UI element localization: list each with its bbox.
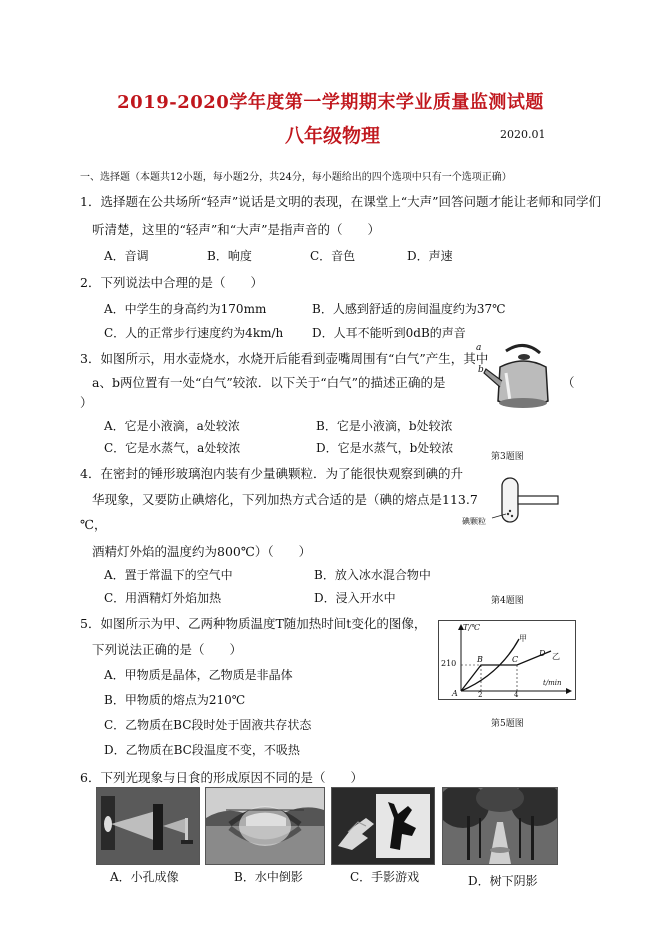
iodine-bulb-figure (462, 474, 562, 532)
q1-option-b: B．响度 (207, 249, 252, 263)
q6-option-a: A．小孔成像 (110, 870, 179, 884)
q2-stem: 2．下列说法中合理的是（ ） (80, 275, 263, 290)
q3-figure-caption: 第3题图 (491, 452, 524, 462)
q4-option-b: B．放入冰水混合物中 (314, 568, 431, 582)
kettle-label-a: a (476, 343, 482, 353)
q1-stem-line1: 1．选择题在公共场所“轻声”说话是文明的表现，在课堂上“大声”回答问题才能让老师和同学们 (80, 194, 602, 209)
q3-option-b: B．它是小液滴，b处较浓 (316, 419, 453, 433)
q4-option-d: D．浸入开水中 (314, 591, 396, 605)
q5-option-c: C．乙物质在BC段时处于固液共存状态 (104, 718, 312, 732)
q6-stem: 6．下列光现象与日食的形成原因不同的是（ ） (80, 770, 363, 785)
q2-option-d: D．人耳不能听到0dB的声音 (312, 326, 466, 340)
graph-y-label: T/℃ (463, 623, 480, 632)
q3-option-d: D．它是水蒸气，b处较浓 (316, 441, 454, 455)
q4-figure-caption: 第4题图 (491, 596, 524, 606)
graph-x-tick-2: 2 (478, 691, 483, 699)
q5-stem-line1: 5．如图所示为甲、乙两种物质温度T随加热时间t变化的图像， (80, 616, 427, 631)
tree-shadow-photo (442, 787, 558, 865)
q3-option-c: C．它是水蒸气，a处较浓 (104, 441, 241, 455)
q5-option-a: A．甲物质是晶体，乙物质是非晶体 (104, 668, 293, 682)
graph-point-a: A (452, 689, 458, 698)
pinhole-camera-photo (96, 787, 200, 865)
q2-option-c: C．人的正常步行速度约为4km/h (104, 326, 284, 340)
q6-option-d: D．树下阴影 (468, 874, 538, 888)
hand-shadow-photo (331, 787, 435, 865)
q3-paren-close: ） (80, 395, 93, 410)
q4-option-a: A．置于常温下的空气中 (104, 568, 233, 582)
graph-series-jia: 甲 (519, 634, 527, 643)
graph-x-label: t/min (543, 679, 562, 687)
q3-stem-line2: a、b两位置有一处“白气”较浓．以下关于“白气”的描述正确的是 (92, 375, 446, 390)
exam-date: 2020.01 (500, 128, 546, 141)
q5-figure-caption: 第5题图 (491, 719, 524, 729)
temperature-time-graph (438, 620, 576, 700)
q4-option-c: C．用酒精灯外焰加热 (104, 591, 222, 605)
kettle-figure (476, 343, 552, 413)
exam-title: 2019-2020学年度第一学期期末学业质量监测试题 (117, 92, 544, 113)
q6-option-c: C．手影游戏 (350, 870, 420, 884)
q4-stem-line4: 酒精灯外焰的温度约为800℃）（ ） (92, 544, 312, 559)
q4-stem-line2: 华现象，又要防止碘熔化，下列加热方式合适的是（碘的熔点是113.7 (92, 492, 478, 507)
q2-option-b: B．人感到舒适的房间温度约为37℃ (312, 302, 506, 316)
bridge-reflection-photo (205, 787, 325, 865)
q3-paren-open: （ (562, 375, 575, 390)
q3-option-a: A．它是小液滴，a处较浓 (104, 419, 240, 433)
graph-point-c: C (512, 655, 519, 664)
graph-point-d: D (539, 649, 546, 658)
graph-point-b: B (477, 655, 483, 664)
q5-option-b: B．甲物质的熔点为210℃ (104, 693, 246, 707)
graph-series-yi: 乙 (552, 652, 560, 661)
q3-stem-line1: 3．如图所示，用水壶烧水，水烧开后能看到壶嘴周围有“白气”产生，其中 (80, 351, 489, 366)
q1-option-a: A．音调 (104, 249, 149, 263)
q6-option-b: B．水中倒影 (234, 870, 303, 884)
exam-subtitle: 八年级物理 (285, 125, 381, 147)
iodine-label: 碘颗粒 (462, 517, 486, 526)
section-heading: 一、选择题（本题共12小题，每小题2分，共24分，每小题给出的四个选项中只有一个选项正确） (80, 172, 512, 183)
q1-option-d: D．声速 (407, 249, 453, 263)
q5-option-d: D．乙物质在BC段温度不变，不吸热 (104, 743, 300, 757)
q4-stem-line3: ℃， (80, 517, 107, 532)
graph-y-tick-210: 210 (441, 659, 457, 668)
q1-option-c: C．音色 (310, 249, 356, 263)
q2-option-a: A．中学生的身高约为170mm (104, 302, 267, 316)
graph-x-tick-4: 4 (514, 691, 519, 699)
q1-stem-line2: 听清楚，这里的“轻声”和“大声”是指声音的（ ） (92, 222, 381, 237)
q5-stem-line2: 下列说法正确的是（ ） (92, 642, 243, 657)
kettle-label-b: b (478, 365, 484, 375)
q4-stem-line1: 4．在密封的锤形玻璃泡内装有少量碘颗粒．为了能很快观察到碘的升 (80, 466, 463, 481)
